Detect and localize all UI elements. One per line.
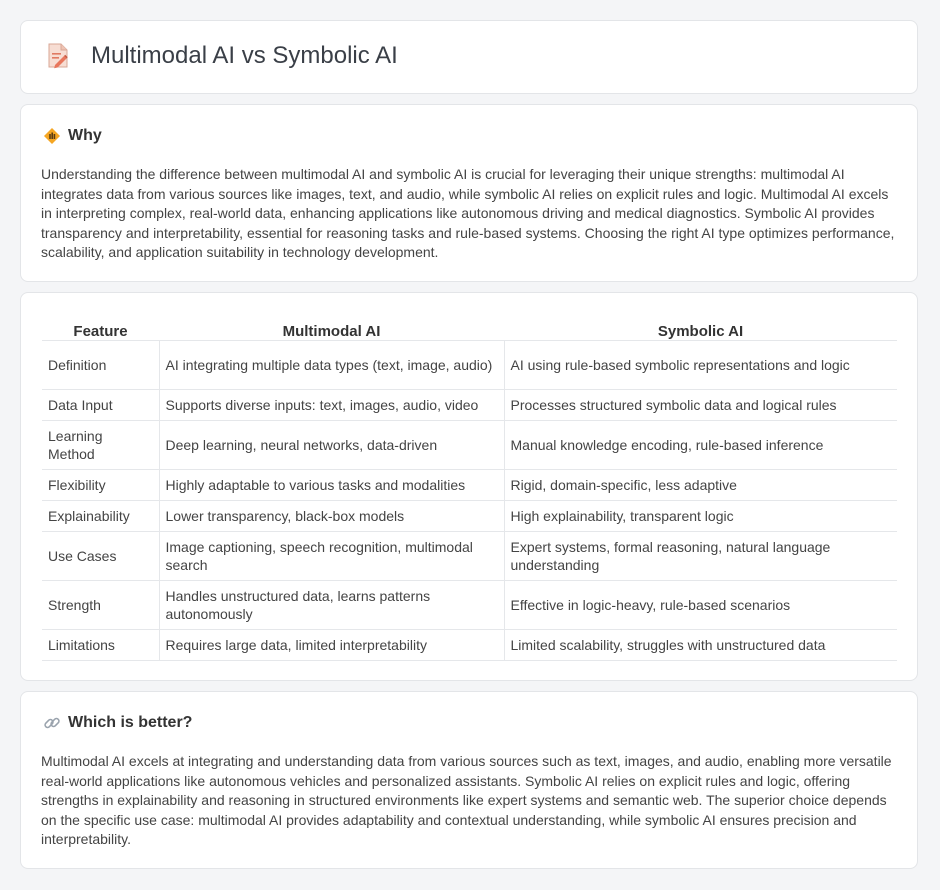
symbolic-cell: Expert systems, formal reasoning, natural language understanding (504, 532, 897, 581)
page-title: Multimodal AI vs Symbolic AI (91, 42, 398, 69)
feature-cell: Limitations (42, 630, 159, 661)
better-heading (43, 714, 192, 732)
table-row (42, 390, 897, 421)
multimodal-cell: Deep learning, neural networks, data-driven (159, 421, 504, 470)
why-text: Understanding the difference between multimodal AI and symbolic AI is crucial for leveraging their unique strengths: multimodal AI integrates data from various sources like images, text, and audio, while symbolic AI relies on explicit rules and logic. Multimodal AI excels in interpreting complex, real-world data, enhancing applications like autonomous driving and medical diagnostics. Symbolic AI provides transparency and interpretability, essential for reasoning tasks and rule-based systems. Choosing the right AI type optimizes performance, scalability, and application suitability in technology development. (41, 166, 895, 261)
multimodal-cell: Requires large data, limited interpretability (159, 630, 504, 661)
feature-cell: Data Input (42, 390, 159, 421)
multimodal-cell: AI integrating multiple data types (text, image, audio) (159, 341, 504, 390)
multimodal-cell: Highly adaptable to various tasks and modalities (159, 470, 504, 501)
document-pencil-icon (47, 43, 69, 69)
feature-cell: Use Cases (42, 532, 159, 581)
feature-cell: Strength (42, 581, 159, 630)
why-heading (43, 127, 102, 145)
symbolic-cell: Rigid, domain-specific, less adaptive (504, 470, 897, 501)
table-row (42, 341, 897, 390)
header-multimodal: Multimodal AI (159, 313, 504, 341)
link-icon (43, 714, 61, 732)
feature-cell: Learning Method (42, 421, 159, 470)
better-text: Multimodal AI excels at integrating and understanding data from various sources such as text, images, and audio, enabling more versatile real-world applications like autonomous vehicles and personalized assistants. Symbolic AI relies on explicit rules and logic, offering strengths in explainability and reasoning in structured environments like expert systems and semantic web. The superior choice depends on the specific use case: multimodal AI provides adaptability and contextual understanding, while symbolic AI ensures precision and interpretability. (41, 753, 892, 848)
better-title: Which is better? (68, 714, 193, 731)
comparison-table (42, 313, 897, 661)
symbolic-cell: Limited scalability, struggles with unstructured data (504, 630, 897, 661)
header-symbolic: Symbolic AI (504, 313, 897, 341)
symbolic-cell: AI using rule-based symbolic representations and logic (504, 341, 897, 390)
multimodal-cell: Handles unstructured data, learns patterns autonomously (159, 581, 504, 630)
symbolic-cell: Processes structured symbolic data and logical rules (504, 390, 897, 421)
symbolic-cell: Manual knowledge encoding, rule-based inference (504, 421, 897, 470)
better-section (20, 691, 918, 869)
table-row (42, 630, 897, 661)
table-row (42, 501, 897, 532)
multimodal-cell: Image captioning, speech recognition, multimodal search (159, 532, 504, 581)
table-row (42, 581, 897, 630)
symbolic-cell: High explainability, transparent logic (504, 501, 897, 532)
why-title: Why (68, 127, 102, 144)
table-row (42, 421, 897, 470)
why-section (20, 104, 918, 282)
table-row (42, 532, 897, 581)
title-row (47, 42, 398, 70)
multimodal-cell: Lower transparency, black-box models (159, 501, 504, 532)
multimodal-cell: Supports diverse inputs: text, images, audio, video (159, 390, 504, 421)
feature-cell: Explainability (42, 501, 159, 532)
table-header-row (42, 313, 897, 341)
symbolic-cell: Effective in logic-heavy, rule-based scenarios (504, 581, 897, 630)
table-row (42, 470, 897, 501)
diamond-signal-icon (43, 127, 61, 145)
header-feature: Feature (42, 313, 159, 341)
feature-cell: Definition (42, 341, 159, 390)
header-card (20, 20, 918, 94)
feature-cell: Flexibility (42, 470, 159, 501)
comparison-section (20, 292, 918, 681)
